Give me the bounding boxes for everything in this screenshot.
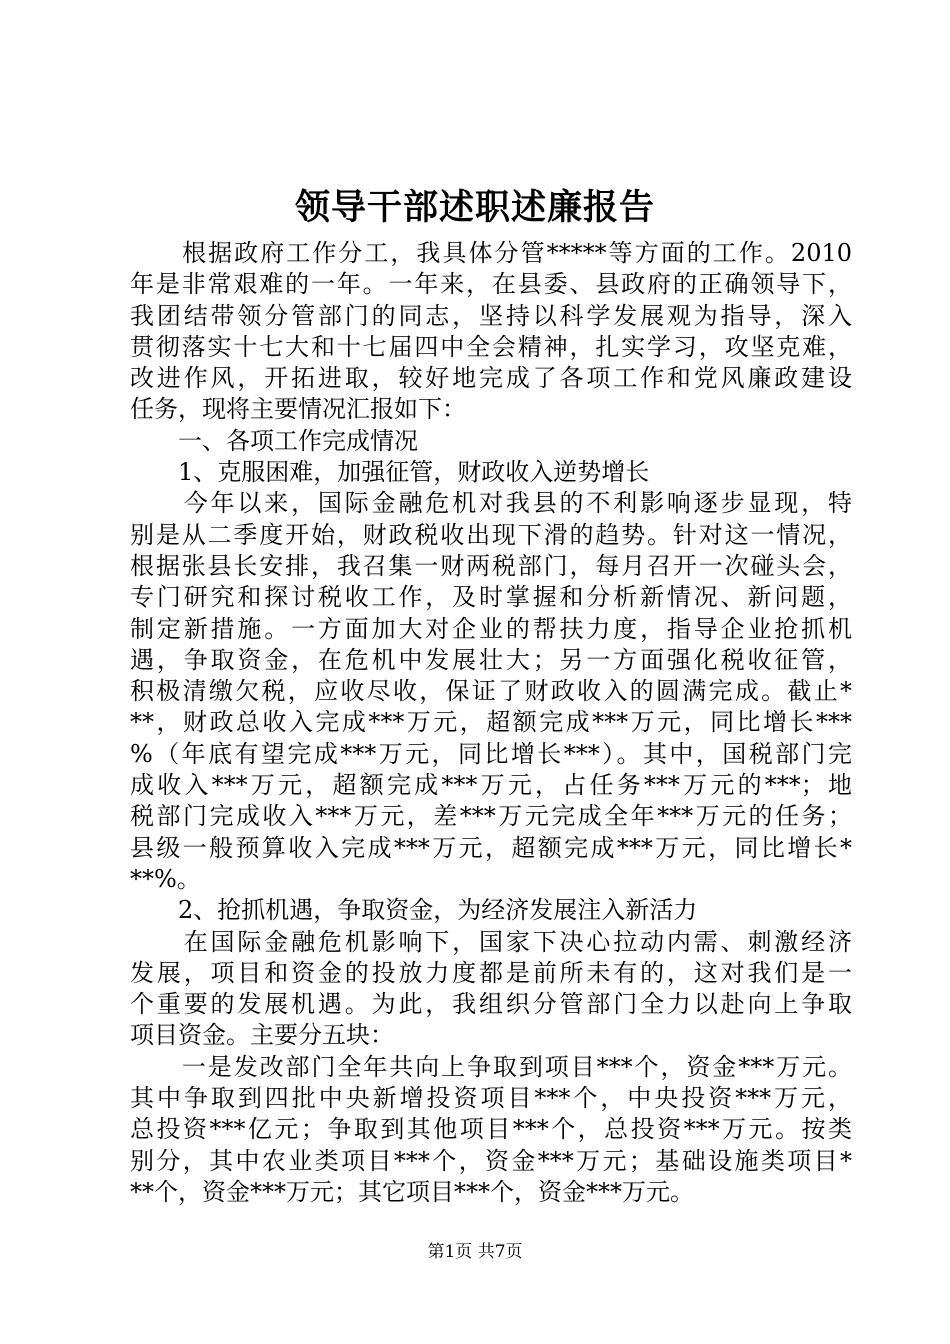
body-line: 别是从二季度开始，财政税收出现下滑的趋势。针对这一情况，	[130, 520, 852, 549]
body-line: 其中争取到四批中央新增投资项目***个，中央投资***万元，	[130, 1084, 852, 1113]
body-line: 发展，项目和资金的投放力度都是前所未有的，这对我们是一	[130, 958, 852, 987]
body-line: 积极清缴欠税，应收尽收，保证了财政收入的圆满完成。截止*	[130, 677, 852, 706]
body-line: 根据张县长安排，我召集一财两税部门，每月召开一次碰头会，	[130, 551, 852, 580]
body-line: 在国际金融危机影响下，国家下决心拉动内需、刺激经济	[130, 927, 852, 956]
body-line: 一是发改部门全年共向上争取到项目***个，资金***万元。	[130, 1052, 852, 1081]
body-line: 遇，争取资金，在危机中发展壮大；另一方面强化税收征管，	[130, 645, 852, 674]
page-footer: 第1页 共7页	[427, 1242, 523, 1262]
body-line: 根据政府工作分工，我具体分管*****等方面的工作。2010	[130, 239, 852, 267]
document-body	[130, 238, 852, 1208]
body-line: **%。	[130, 864, 201, 893]
body-line: **个，资金***万元；其它项目***个，资金***万元。	[130, 1177, 694, 1206]
document-title: 领导干部述职述廉报告	[294, 187, 655, 228]
body-line: 我团结带领分管部门的同志，坚持以科学发展观为指导，深入	[130, 301, 852, 330]
body-line: 成收入***万元，超额完成***万元，占任务***万元的***；地	[130, 771, 852, 800]
section-heading: 一、各项工作完成情况	[130, 426, 418, 455]
body-line: 年是非常艰难的一年。一年来，在县委、县政府的正确领导下，	[130, 270, 852, 299]
body-line: 总投资***亿元；争取到其他项目***个，总投资***万元。按类	[130, 1115, 852, 1144]
body-line: 制定新措施。一方面加大对企业的帮扶力度，指导企业抢抓机	[130, 614, 852, 643]
body-line: 贯彻落实十七大和十七届四中全会精神，扎实学习，攻坚克难，	[130, 332, 852, 361]
body-line: 任务，现将主要情况汇报如下：	[130, 395, 466, 424]
subsection-heading: 2、抢抓机遇，争取资金，为经济发展注入新活力	[130, 896, 698, 925]
body-line: 个重要的发展机遇。为此，我组织分管部门全力以赴向上争取	[130, 990, 852, 1019]
body-line: 今年以来，国际金融危机对我县的不利影响逐步显现，特	[130, 489, 852, 518]
body-line: 改进作风，开拓进取，较好地完成了各项工作和党风廉政建设	[130, 364, 852, 393]
body-line: %（年底有望完成***万元，同比增长***）。其中，国税部门完	[130, 739, 852, 768]
subsection-heading: 1、克服困难，加强征管，财政收入逆势增长	[130, 458, 650, 487]
body-line: **，财政总收入完成***万元，超额完成***万元，同比增长***	[130, 708, 852, 737]
body-line: 税部门完成收入***万元，差***万元完成全年***万元的任务；	[130, 802, 852, 831]
body-line: 专门研究和探讨税收工作，及时掌握和分析新情况、新问题，	[130, 583, 852, 612]
body-line: 别分，其中农业类项目***个，资金***万元；基础设施类项目*	[130, 1146, 852, 1175]
body-line: 县级一般预算收入完成***万元，超额完成***万元，同比增长*	[130, 833, 852, 862]
body-line: 项目资金。主要分五块：	[130, 1021, 394, 1050]
